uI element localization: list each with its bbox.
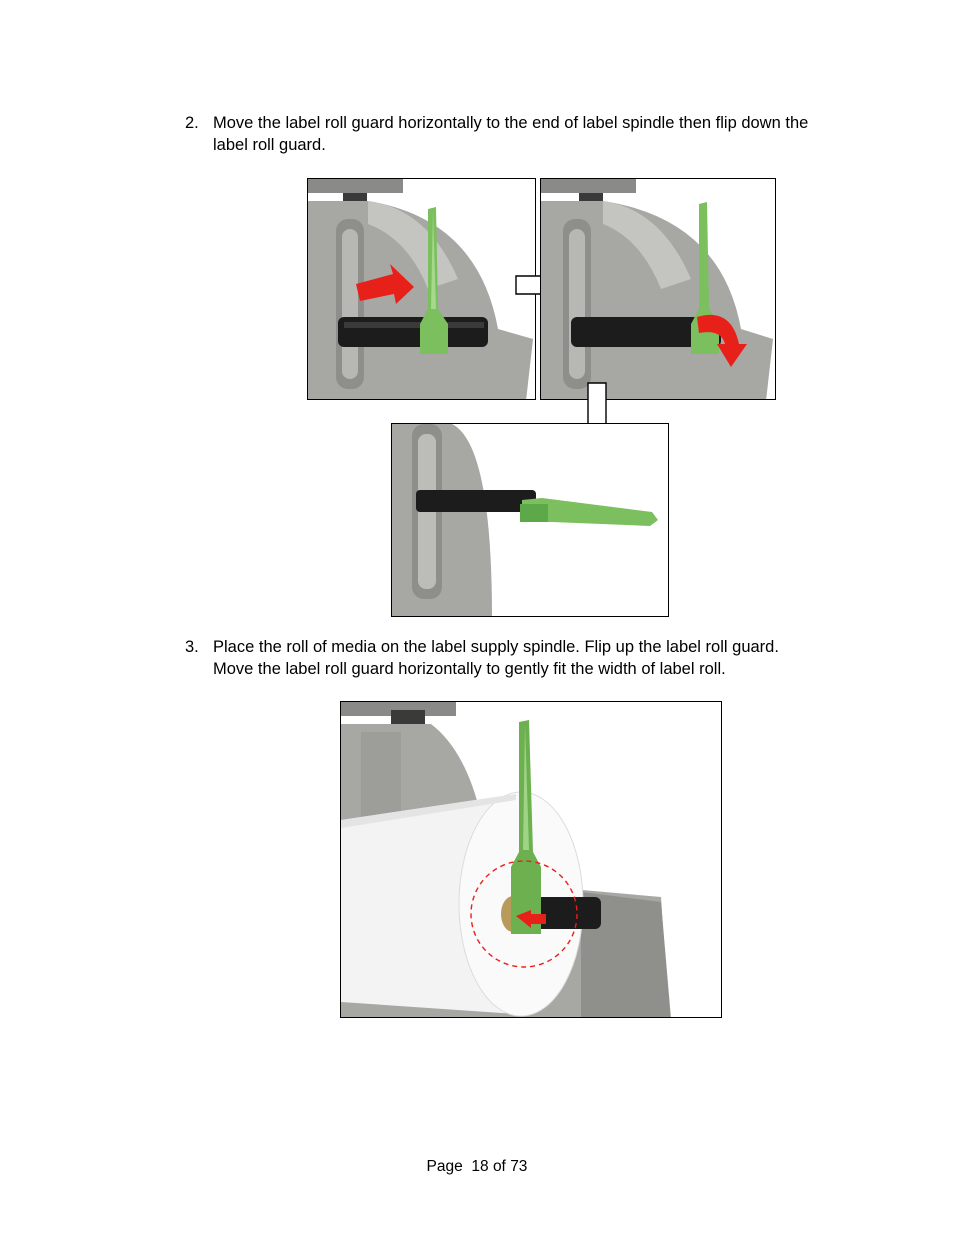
step-number: 2. (185, 114, 199, 132)
page-footer (0, 1158, 954, 1176)
spindle (416, 490, 536, 512)
spindle (338, 317, 488, 347)
total-pages: 73 (510, 1158, 528, 1175)
photo-guard-flip (540, 178, 776, 400)
page-label: Page (426, 1158, 463, 1175)
step-text-line: label roll guard. (213, 136, 326, 154)
step-text-line: Move the label roll guard horizontally to the end of label spindle then flip down the (213, 114, 809, 132)
step-text-line: Place the roll of media on the label supply spindle. Flip up the label roll guard. (213, 638, 779, 656)
photo-guard-down (391, 423, 669, 617)
step-text (213, 636, 903, 680)
page-number: 18 (471, 1158, 489, 1175)
step-text (213, 112, 903, 156)
of-label: of (492, 1158, 506, 1175)
step-text-line: Move the label roll guard horizontally to gently fit the width of label roll. (213, 660, 726, 678)
photo-guard-slide (307, 178, 536, 400)
step-number: 3. (185, 638, 199, 656)
photo-roll-mounted (340, 701, 722, 1018)
